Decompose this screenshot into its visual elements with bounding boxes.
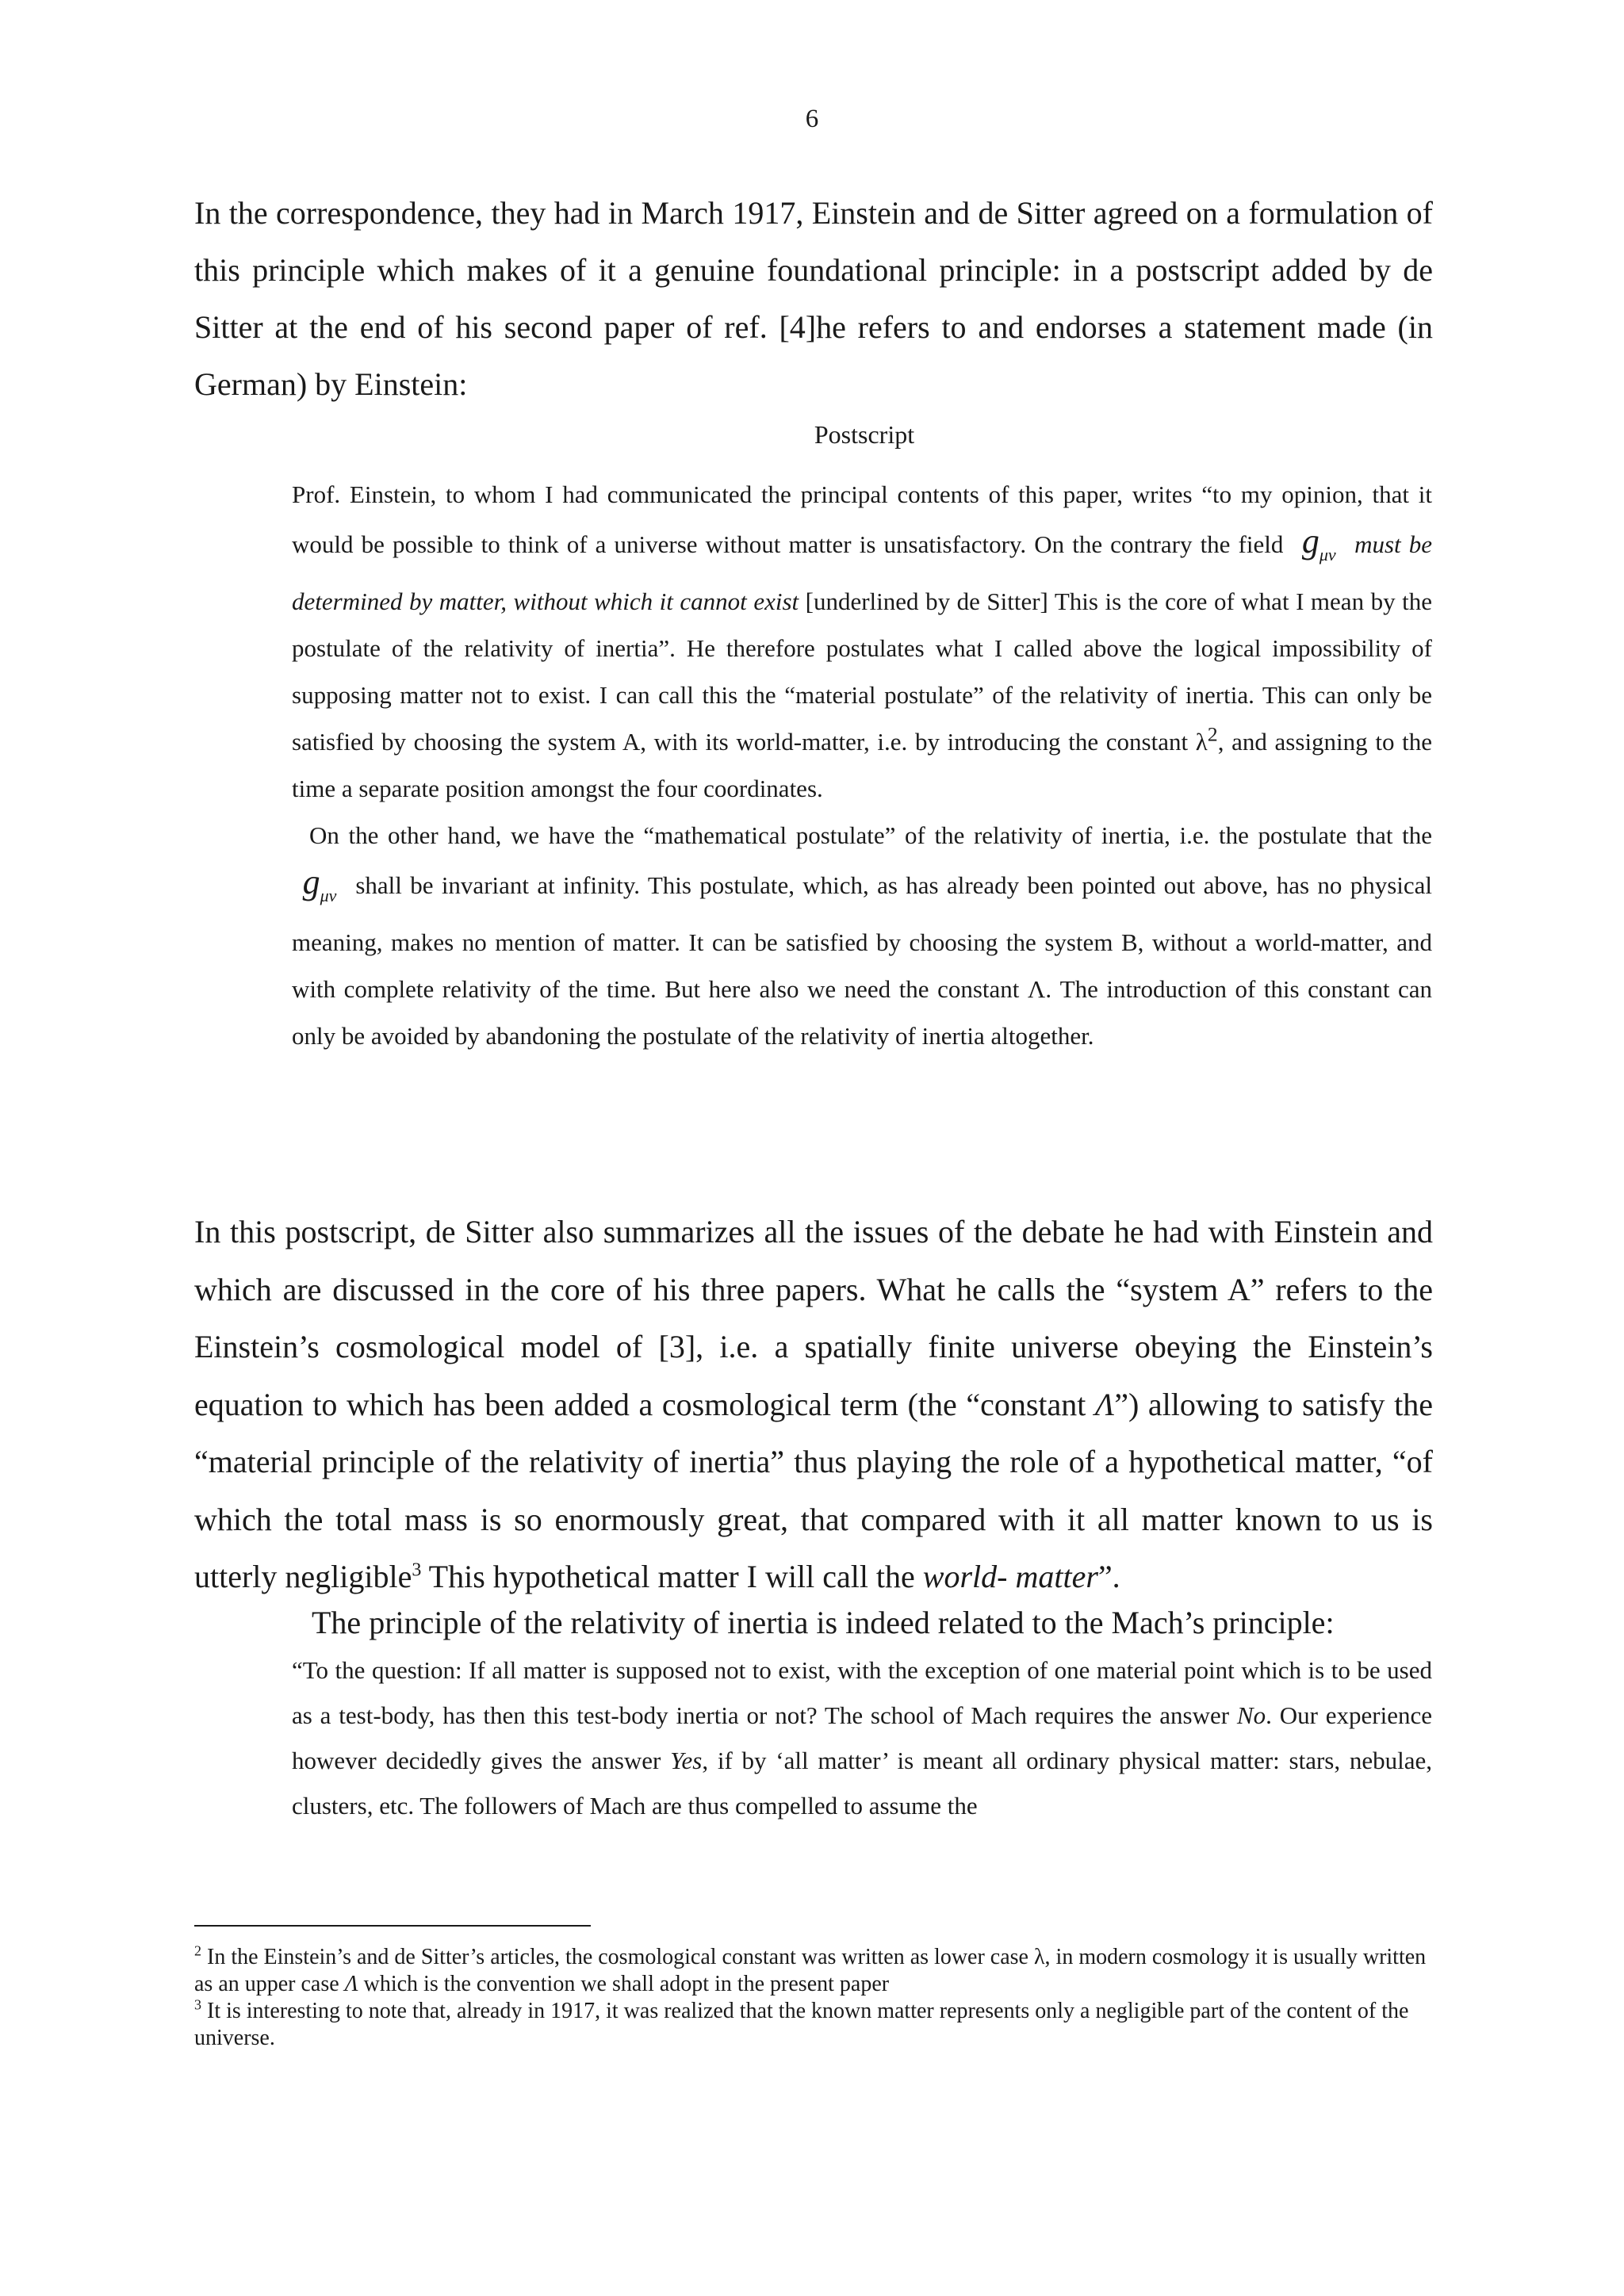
quote-text: On the other hand, we have the “mathematical postulate” of the relativity of inertia, i.e. the postulate that the [309, 821, 1432, 849]
quote-text: shall be invariant at infinity. This postulate, which, as has already been pointed out above, has no physical meaning, makes no mention of matter. It can be satisfied by choosing the system B, without a world-matter, and with complete relativity of the time. But here also we need the constant Λ. The introduction of this constant can only be avoided by abandoning the postulate of the relativity of inertia altogether. [292, 871, 1433, 1050]
quote-emphasis: must be determined by matter, without which it cannot exist [292, 530, 1433, 615]
footnote-3: $^3$ It is interesting to note that, already in 1917, it was realized that the known matter represents only a negligible part of the content of the universe. [194, 1996, 1409, 2050]
page-number: 6 [805, 105, 819, 133]
quote-text: , and assigning to the time a separate position amongst the four coordinates. [292, 727, 1432, 802]
quote-text: Prof. Einstein, to whom I had communicated the principal contents of this paper, writes “to my opinion, that it would be possible to think of a universe without matter is unsatisfactory. On the contrary the field [292, 480, 1432, 558]
lambda-symbol: Λ [1095, 1386, 1115, 1422]
quote-text: [underlined by de Sitter] This is the core of what I mean by the postulate of the relativity of inertia”. He therefore postulates what I called above the logical impossibility of supposing matter not to exist. I can call this the “material postulate” of the relativity of inertia. This can only be satisfied by choosing the system A, with its world-matter, i.e. by introducing the constant λ [292, 587, 1432, 756]
postscript-quote [292, 471, 1432, 1059]
world-matter-term: world- matter [922, 1559, 1098, 1594]
postscript-title: Postscript [814, 420, 915, 449]
g-mu-nu-symbol: $g_{\mu\nu}$ [1301, 522, 1336, 564]
lambda-exponent: 2 [1207, 722, 1218, 746]
footnote-2: $^2$ In the Einstein’s and de Sitter’s articles, the cosmological constant was written as lower case λ, in modern cosmology it is usually written as an upper case Λ which is the convention we shall adopt in the present paper [194, 1942, 1427, 1996]
footnotes [194, 1944, 1433, 2052]
g-mu-nu-symbol: $g_{\mu\nu}$ [302, 862, 337, 905]
footnote-separator [194, 1925, 591, 1927]
answer-no: No [1236, 1701, 1266, 1729]
mach-quote: “To the question: If all matter is supposed not to exist, with the exception of one material point which is to be used as a test-body, has then this test-body inertia or not? The school of Mach requires the answer No. Our experience however decidedly gives the answer Yes, if by ‘all matter’ is meant all ordinary physical matter: stars, nebulae, clusters, etc. The followers of Mach are thus compelled to assume the [292, 1656, 1432, 1820]
body-paragraph-intro: In the correspondence, they had in March 1917, Einstein and de Sitter agreed on a formulation of this principle which makes of it a genuine foundational principle: in a postscript added by de Sitter at the end of his second paper of ref. [4]he refers to and endorses a statement made (in German) by Einstein: [194, 195, 1433, 402]
footnote-ref-3: 3 [412, 1559, 422, 1581]
body-paragraph-mach: The principle of the relativity of inertia is indeed related to the Mach’s principle: [312, 1605, 1335, 1640]
answer-yes: Yes [670, 1747, 703, 1774]
body-paragraph-summary: In this postscript, de Sitter also summarizes all the issues of the debate he had with Einstein and which are discussed in the core of his three papers. What he calls the “system A” refers to the Einstein’s cosmological model of [3], i.e. a spatially finite universe obeying the Einstein’s equation to which has been added a cosmological term (the “constant Λ”) allowing to satisfy the “material principle of the relativity of inertia” thus playing the role of a hypothetical matter, “of which the total mass is so enormously great, that compared with it all matter known to us is utterly negligible$^3$ This hypothetical matter I will call the world- matter”. [194, 1214, 1434, 1594]
